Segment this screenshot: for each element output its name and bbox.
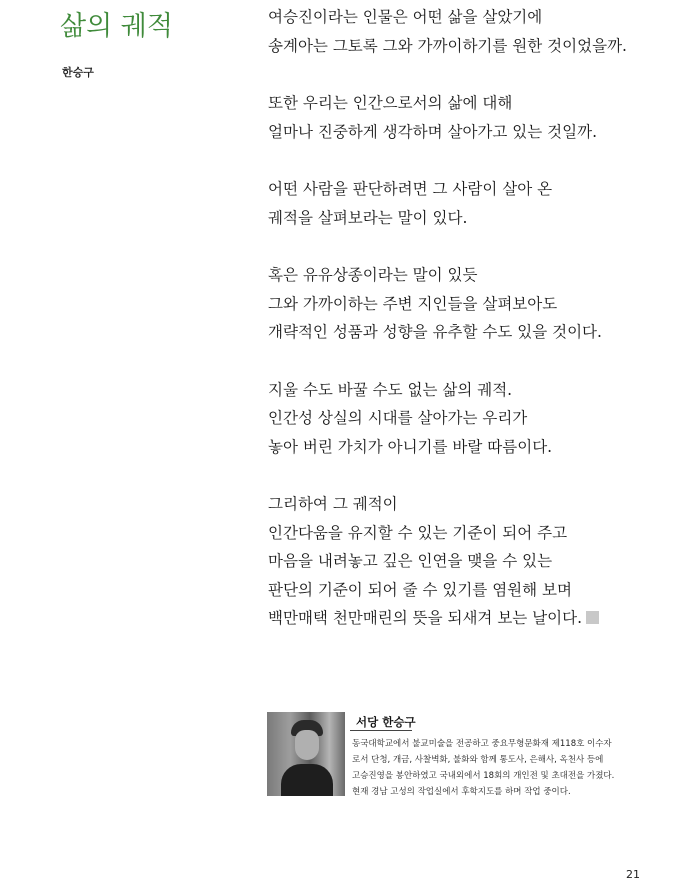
essay-line: 인간성 상실의 시대를 살아가는 우리가 [268,409,528,427]
stanza [268,376,688,462]
essay-line: 또한 우리는 인간으로서의 삶에 대해 [268,94,513,112]
article-title: 삶의 궤적 [60,11,173,42]
essay-line-text: 백만매택 천만매린의 뜻을 되새겨 보는 날이다. [268,609,583,627]
essay-line: 여승진이라는 인물은 어떤 삶을 살았기에 [268,8,543,26]
stanza [268,175,688,232]
bio-line: 현재 경남 고성의 작업실에서 후학지도를 하며 작업 중이다. [352,787,571,797]
bio-divider [350,730,412,731]
end-mark-icon [586,611,599,624]
bio-line: 고승진영을 봉안하였고 국내외에서 18회의 개인전 및 초대전을 가졌다. [352,771,615,781]
essay-line: 놓아 버린 가치가 아니기를 바랄 따름이다. [268,437,553,456]
bio-text [352,736,692,800]
essay-body [268,3,688,662]
essay-line: 개략적인 성품과 성향을 유추할 수도 있을 것이다. [268,323,602,341]
essay-line: 궤적을 살펴보라는 말이 있다. [268,208,468,227]
bio-name: 서당 한승구 [356,715,416,729]
essay-line: 마음을 내려놓고 깊은 인연을 맺을 수 있는 [268,552,553,570]
page-number: 21 [626,868,640,881]
bio-line: 로서 단청, 개금, 사찰벽화, 불화와 함께 통도사, 은해사, 옥천사 등에 [352,755,604,765]
photo-body [281,764,333,796]
essay-line: 혹은 유유상종이라는 말이 있듯 [268,266,478,284]
essay-line: 어떤 사람을 판단하려면 그 사람이 살아 온 [268,180,553,198]
stanza [268,3,688,60]
stanza [268,490,688,633]
essay-line: 그와 가까이하는 주변 지인들을 살펴보아도 [268,294,558,313]
essay-line: 지울 수도 바꿀 수도 없는 삶의 궤적. [268,380,513,399]
essay-last-line [268,604,688,633]
author-photo [267,712,345,796]
bio-line: 동국대학교에서 불교미술을 전공하고 중요무형문화재 제118호 이수자 [352,739,612,749]
photo-face [295,730,319,760]
essay-line: 그리하여 그 궤적이 [268,495,398,513]
stanza [268,261,688,347]
essay-line: 판단의 기준이 되어 줄 수 있기를 염원해 보며 [268,580,573,599]
author-name: 한승구 [62,66,94,79]
essay-line: 인간다움을 유지할 수 있는 기준이 되어 주고 [268,523,568,542]
essay-line: 송계아는 그토록 그와 가까이하기를 원한 것이었을까. [268,36,627,55]
stanza [268,89,688,146]
essay-line: 얼마나 진중하게 생각하며 살아가고 있는 것일까. [268,122,598,141]
